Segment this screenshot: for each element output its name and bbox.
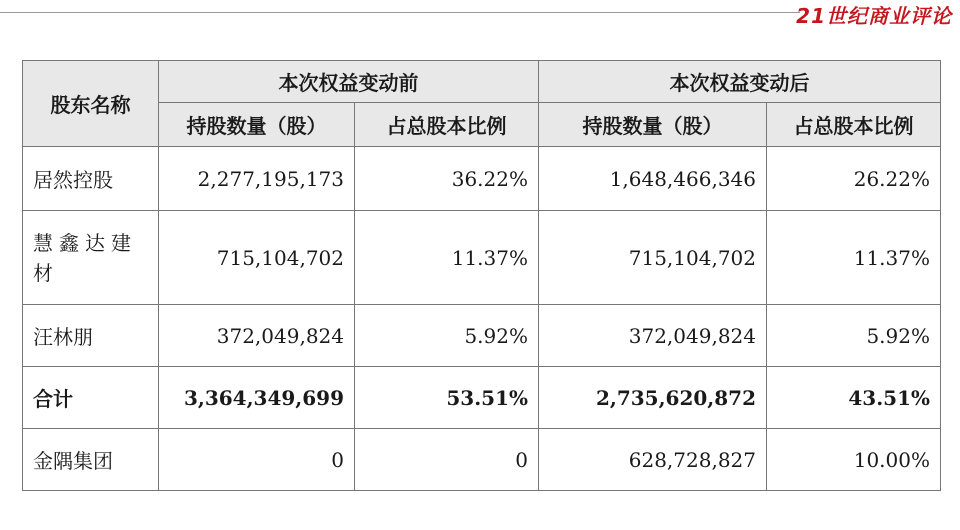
shareholder-name: 金隅集团 (23, 429, 159, 491)
table-row (23, 429, 941, 491)
after-shares: 1,648,466,346 (539, 147, 767, 211)
shareholding-table (22, 60, 941, 491)
col-after-ratio: 占总股本比例 (767, 103, 941, 147)
before-ratio: 0 (355, 429, 539, 491)
after-ratio: 43.51% (767, 367, 941, 429)
col-before-shares: 持股数量（股） (159, 103, 355, 147)
shareholder-name: 居然控股 (23, 147, 159, 211)
after-ratio: 10.00% (767, 429, 941, 491)
before-ratio: 11.37% (355, 211, 539, 305)
before-shares: 0 (159, 429, 355, 491)
table-row (23, 147, 941, 211)
top-divider (0, 12, 800, 13)
after-ratio: 11.37% (767, 211, 941, 305)
after-shares: 628,728,827 (539, 429, 767, 491)
col-before-ratio: 占总股本比例 (355, 103, 539, 147)
after-ratio: 5.92% (767, 305, 941, 367)
shareholder-name: 汪林朋 (23, 305, 159, 367)
col-shareholder-name: 股东名称 (23, 61, 159, 147)
total-row (23, 367, 941, 429)
after-shares: 715,104,702 (539, 211, 767, 305)
before-shares: 2,277,195,173 (159, 147, 355, 211)
after-shares: 2,735,620,872 (539, 367, 767, 429)
before-shares: 3,364,349,699 (159, 367, 355, 429)
brand-logo: 21世纪商业评论 (796, 4, 952, 28)
table-row (23, 211, 941, 305)
after-ratio: 26.22% (767, 147, 941, 211)
after-shares: 372,049,824 (539, 305, 767, 367)
group-after-change: 本次权益变动后 (539, 61, 941, 103)
before-shares: 372,049,824 (159, 305, 355, 367)
before-ratio: 36.22% (355, 147, 539, 211)
before-ratio: 5.92% (355, 305, 539, 367)
before-ratio: 53.51% (355, 367, 539, 429)
before-shares: 715,104,702 (159, 211, 355, 305)
header-row-group (23, 61, 941, 103)
shareholder-name: 慧鑫达建材 (23, 211, 159, 305)
col-after-shares: 持股数量（股） (539, 103, 767, 147)
header-row-sub (23, 103, 941, 147)
group-before-change: 本次权益变动前 (159, 61, 539, 103)
table-row (23, 305, 941, 367)
total-label: 合计 (23, 367, 159, 429)
